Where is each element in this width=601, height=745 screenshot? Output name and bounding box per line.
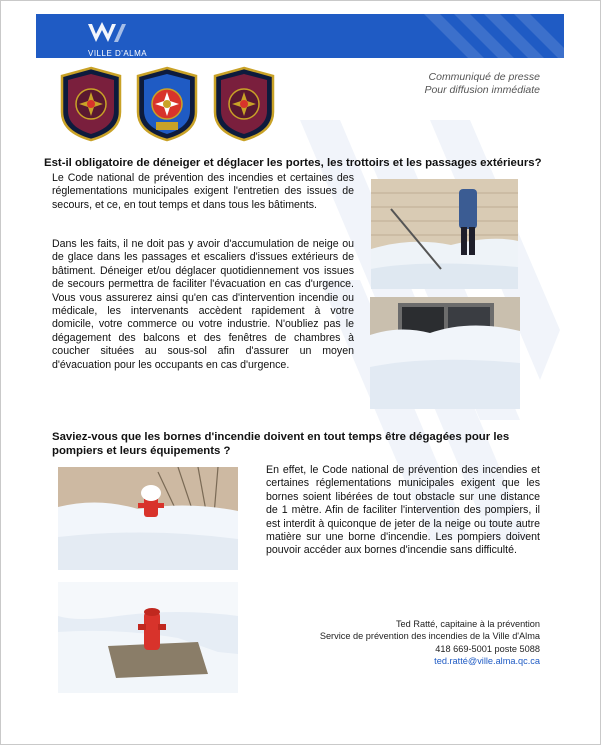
fire-badge-icon	[134, 66, 200, 142]
signature-service: Service de prévention des incendies de la Ville d'Alma	[319, 631, 540, 642]
press-line-1: Communiqué de presse	[428, 71, 540, 83]
fire-prevention-badge-right	[211, 66, 277, 142]
section2-paragraph: En effet, le Code national de prévention des incendies et certaines réglementations municipales exigent que les bornes soient libérées de tout obstacle sur une distance de 1 mètre. Afin de faciliter l'intervention des pompiers, il est interdit à quiconque de jeter de la neige ou toute autre matière sur une borne d'incendie. Les pompiers doivent pouvoir accéder aux bornes d'incendie sans difficulté.	[266, 464, 540, 557]
fire-prevention-badge-center	[134, 66, 200, 142]
photo-snowy-stairs	[371, 179, 518, 289]
photo-snowed-window	[370, 297, 520, 409]
fire-prevention-badge-left	[58, 66, 124, 142]
photo-hydrant-cleared	[58, 582, 238, 693]
signature-phone: 418 669-5001 poste 5088	[435, 643, 540, 654]
signature-block	[320, 618, 540, 668]
section2-heading: Saviez-vous que les bornes d'incendie doivent en tout temps être dégagées pour les pompiers et leurs équipements ?	[52, 431, 510, 457]
brand-name: VILLE D'ALMA	[88, 49, 148, 58]
section1-paragraph-1: Le Code national de prévention des incendies et certaines des réglementations municipales exigent l'entretien des issues de secours, et ce, en tout temps et dans tous les bâtiments.	[52, 172, 354, 211]
section1-heading: Est-il obligatoire de déneiger et déglacer les portes, les trottoirs et les passages extérieurs?	[44, 157, 542, 169]
fire-badge-icon	[211, 66, 277, 142]
photo-hydrant-snow	[58, 467, 238, 570]
section1-paragraph-2: Dans les faits, il ne doit pas y avoir d'accumulation de neige ou de glace dans les passages et escaliers d'issues extérieurs de bâtiment. Déneiger et/ou déglacer quotidiennement vos issues de secours permettra de faciliter l'évacuation en cas d'urgence. Vous vous assurerez ainsi qu'en cas d'intervention incendie ou médicale, les intervenants accèdent rapidement à votre domicile, votre commerce ou votre industrie. N'oubliez pas le dégagement des balcons et des fenêtres de chambres à coucher situées au sous-sol afin d'assurer un moyen d'évacuation pour les occupants en cas d'urgence.	[52, 238, 354, 371]
signature-name: Ted Ratté, capitaine à la prévention	[395, 619, 540, 629]
press-release-label	[424, 71, 540, 97]
press-line-2: Pour diffusion immédiate	[424, 84, 540, 96]
signature-email-link[interactable]: ted.ratté@ville.alma.qc.ca	[434, 656, 540, 667]
fire-badge-icon	[58, 66, 124, 142]
banner-stripes-decoration	[404, 14, 564, 58]
header-banner	[36, 14, 564, 58]
alma-logo-icon	[88, 22, 128, 44]
